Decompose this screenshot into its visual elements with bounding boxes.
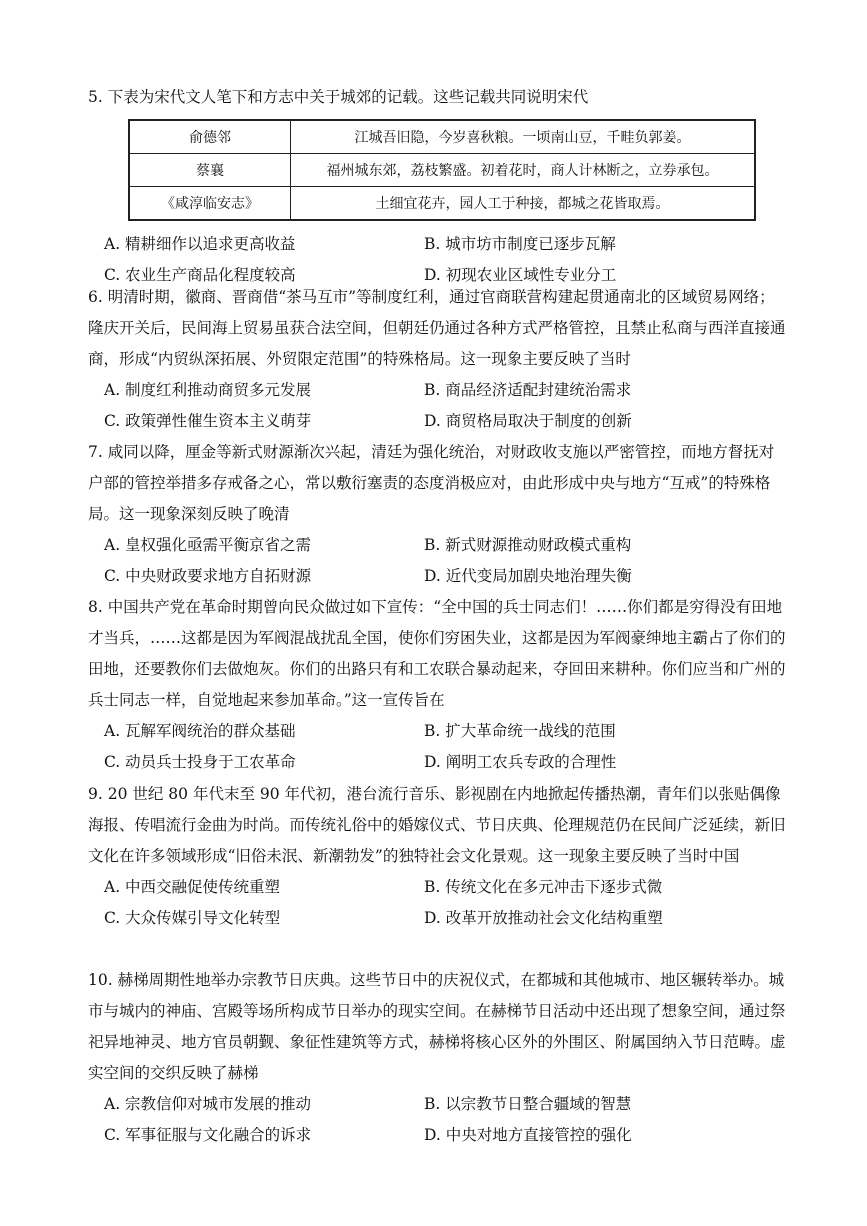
table-text-cell: 江城吾旧隐，今岁喜秋粮。一顷南山豆，千畦负郭姜。 (291, 120, 756, 154)
question-number: 7. (88, 443, 103, 461)
question-stem (88, 82, 788, 113)
option-d[interactable]: D. 中央对地方直接管控的强化 (424, 1126, 632, 1144)
source-table (128, 119, 756, 221)
options (88, 716, 788, 778)
option-a[interactable]: A. 精耕细作以追求更高收益 (104, 235, 296, 253)
question-stem (88, 779, 788, 872)
option-d[interactable]: D. 阐明工农兵专政的合理性 (424, 753, 617, 771)
question-stem (88, 437, 788, 530)
option-b[interactable]: B. 商品经济适配封建统治需求 (424, 381, 632, 399)
option-d[interactable]: D. 改革开放推动社会文化结构重塑 (424, 909, 663, 927)
option-c[interactable]: C. 大众传媒引导文化转型 (104, 909, 281, 927)
option-c[interactable]: C. 中央财政要求地方自拓财源 (104, 567, 312, 585)
table-row (129, 187, 755, 221)
option-a[interactable]: A. 中西交融促使传统重塑 (104, 878, 281, 896)
option-b[interactable]: B. 城市坊市制度已逐步瓦解 (424, 235, 616, 253)
option-b[interactable]: B. 传统文化在多元冲击下逐步式微 (424, 878, 663, 896)
table-author-cell: 《咸淳临安志》 (129, 187, 291, 221)
option-d[interactable]: D. 商贸格局取决于制度的创新 (424, 412, 632, 430)
question-stem (88, 282, 788, 375)
table-author-cell: 蔡襄 (129, 154, 291, 187)
table-row (129, 120, 755, 154)
question-text: 20 世纪 80 年代末至 90 年代初，港台流行音乐、影视剧在内地掀起传播热潮，青年们以张贴偶像海报、传唱流行金曲为时尚。而传统礼俗中的婚嫁仪式、节日庆典、伦理规范仍在民间广泛延续，新旧文化在许多领域形成“旧俗未泯、新潮勃发”的独特社会文化景观。这一现象主要反映了当时中国 (88, 785, 786, 865)
question-number: 9. (88, 785, 103, 803)
option-c[interactable]: C. 政策弹性催生资本主义萌芽 (104, 412, 312, 430)
option-b[interactable]: B. 新式财源推动财政模式重构 (424, 536, 632, 554)
option-b[interactable]: B. 以宗教节日整合疆域的智慧 (424, 1095, 632, 1113)
question-10 (88, 965, 788, 1151)
table-row (129, 154, 755, 187)
option-a[interactable]: A. 皇权强化亟需平衡京省之需 (104, 536, 312, 554)
table-text-cell: 福州城东郊，荔枝繁盛。初着花时，商人计林断之，立券承包。 (291, 154, 756, 187)
question-number: 8. (88, 598, 103, 616)
options (88, 375, 788, 437)
question-number: 5. (88, 88, 103, 106)
options (88, 872, 788, 934)
option-b[interactable]: B. 扩大革命统一战线的范围 (424, 722, 616, 740)
option-a[interactable]: A. 制度红利推动商贸多元发展 (104, 381, 312, 399)
option-a[interactable]: A. 宗教信仰对城市发展的推动 (104, 1095, 312, 1113)
table-author-cell: 俞德邻 (129, 120, 291, 154)
options (88, 1089, 788, 1151)
option-d[interactable]: D. 初现农业区域性专业分工 (424, 266, 617, 284)
options (88, 530, 788, 592)
option-c[interactable]: C. 军事征服与文化融合的诉求 (104, 1126, 312, 1144)
option-c[interactable]: C. 农业生产商品化程度较高 (104, 266, 296, 284)
question-stem (88, 592, 788, 716)
question-number: 6. (88, 288, 103, 306)
question-number: 10. (88, 971, 113, 989)
question-text: 下表为宋代文人笔下和方志中关于城郊的记载。这些记载共同说明宋代 (107, 88, 589, 106)
question-text: 明清时期，徽商、晋商借“茶马互市”等制度红利，通过官商联营构建起贯通南北的区域贸易网络；隆庆开关后，民间海上贸易虽获合法空间，但朝廷仍通过各种方式严格管控，且禁止私商与西洋直接通商，形成“内贸纵深拓展、外贸限定范围”的特殊格局。这一现象主要反映了当时 (88, 288, 786, 368)
question-7 (88, 437, 788, 592)
option-d[interactable]: D. 近代变局加剧央地治理失衡 (424, 567, 632, 585)
question-6 (88, 282, 788, 437)
question-5 (88, 82, 788, 291)
option-c[interactable]: C. 动员兵士投身于工农革命 (104, 753, 296, 771)
table-text-cell: 土细宜花卉，园人工于种接，都城之花皆取焉。 (291, 187, 756, 221)
question-text: 赫梯周期性地举办宗教节日庆典。这些节日中的庆祝仪式，在都城和其他城市、地区辗转举办。城市与城内的神庙、宫殿等场所构成节日举办的现实空间。在赫梯节日活动中还出现了想象空间，通过祭祀异地神灵、地方官员朝觐、象征性建筑等方式，赫梯将核心区外的外围区、附属国纳入节日范畴。虚实空间的交织反映了赫梯 (88, 971, 786, 1082)
question-stem (88, 965, 788, 1089)
question-8 (88, 592, 788, 778)
question-text: 中国共产党在革命时期曾向民众做过如下宣传：“全中国的兵士同志们！……你们都是穷得没有田地才当兵，……这都是因为军阀混战扰乱全国，使你们穷困失业，这都是因为军阀豪绅地主霸占了你们的田地，还要教你们去做炮灰。你们的出路只有和工农联合暴动起来，夺回田来耕种。你们应当和广州的兵士同志一样，自觉地起来参加革命。”这一宣传旨在 (88, 598, 786, 709)
question-9 (88, 779, 788, 934)
question-text: 咸同以降，厘金等新式财源渐次兴起，清廷为强化统治，对财政收支施以严密管控，而地方督抚对户部的管控举措多存戒备之心，常以敷衍塞责的态度消极应对，由此形成中央与地方“互戒”的特殊格局。这一现象深刻反映了晚清 (88, 443, 775, 523)
option-a[interactable]: A. 瓦解军阀统治的群众基础 (104, 722, 296, 740)
